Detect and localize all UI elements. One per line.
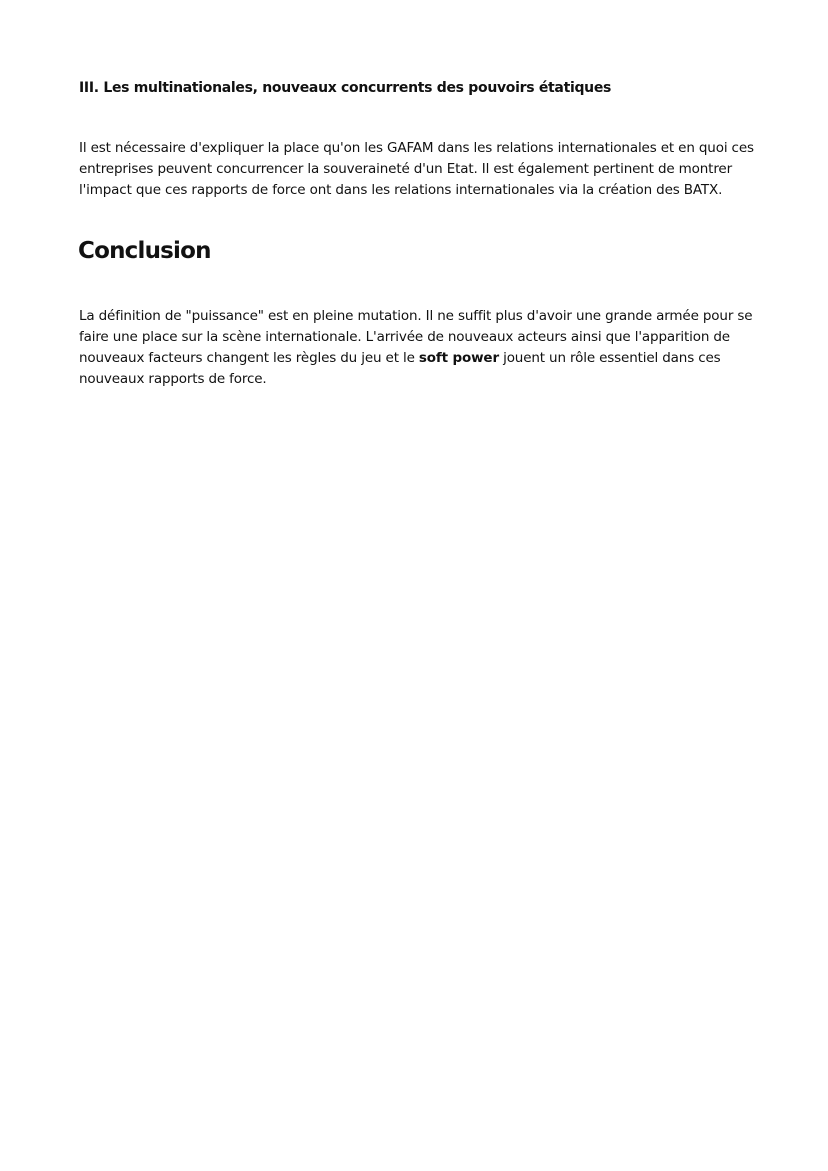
paragraph-line: La définition de "puissance" est en pleine mutation. Il ne suffit plus d'avoir une grande armée pour se bbox=[79, 308, 753, 324]
paragraph-line: faire une place sur la scène internationale. L'arrivée de nouveaux acteurs ainsi que l'apparition de bbox=[79, 329, 730, 345]
paragraph-line: entreprises peuvent concurrencer la souveraineté d'un Etat. Il est également pertinent de montrer bbox=[79, 161, 732, 177]
line-text: nouveaux facteurs changent les règles du jeu et le bbox=[79, 350, 419, 366]
conclusion-heading: Conclusion bbox=[78, 238, 211, 264]
paragraph-line: l'impact que ces rapports de force ont dans les relations internationales via la création des BATX. bbox=[79, 182, 723, 198]
section-heading: III. Les multinationales, nouveaux concurrents des pouvoirs étatiques bbox=[79, 80, 612, 96]
paragraph-line bbox=[79, 348, 749, 369]
conclusion-paragraph bbox=[79, 306, 753, 390]
paragraph-line: nouveaux rapports de force. bbox=[79, 371, 267, 387]
paragraph-line: Il est nécessaire d'expliquer la place qu'on les GAFAM dans les relations internationales et en quoi ces bbox=[79, 140, 754, 156]
soft-power-term: soft power bbox=[418, 350, 499, 366]
line-text: jouent un rôle essentiel dans ces bbox=[498, 350, 721, 366]
section-paragraph bbox=[79, 138, 754, 201]
